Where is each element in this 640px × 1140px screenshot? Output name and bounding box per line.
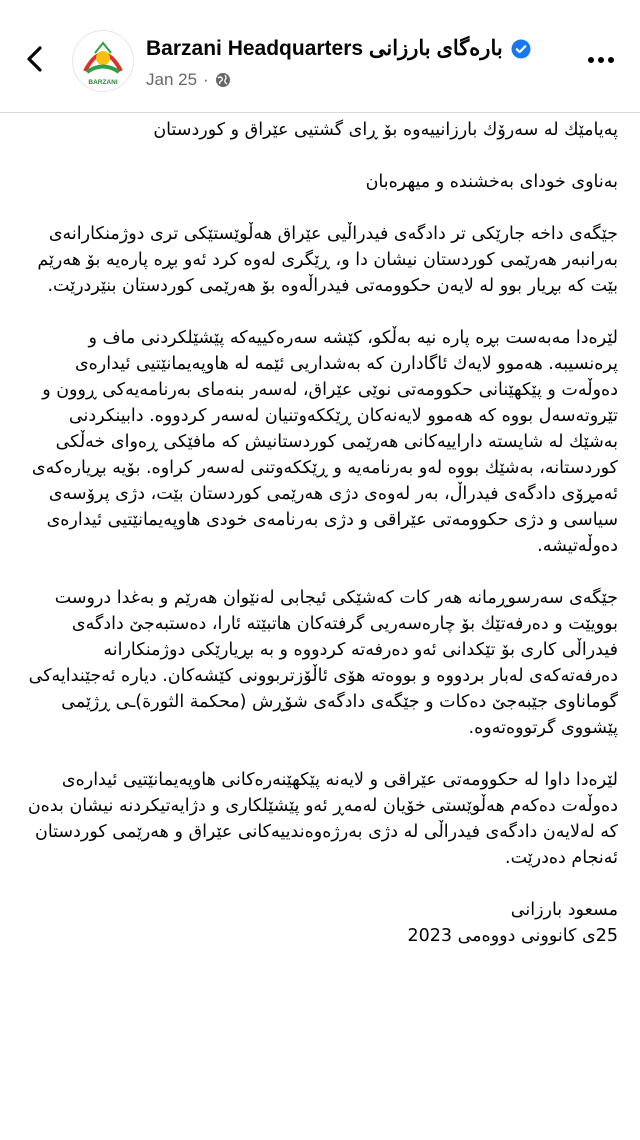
barzani-logo-icon bbox=[73, 31, 133, 91]
meta-separator: · bbox=[203, 70, 209, 89]
post-header bbox=[0, 0, 640, 113]
post-paragraph: لێرەدا داوا لە حکوومەتی عێراقی و لایەنە پێکهێنەرەکانی هاوپەیمانێتیی ئیدارەی دەوڵەت دەکەم هەڵوێستی خۆیان لەمەڕ ئەو پێشێلکاری و دژایەتیکردنە نیشان بدەن کە لەلایەن دادگەی فیدراڵی لە دژی بەرژەوەندییەکانی عێراق و هەرێمی کوردستان ئەنجام دەدرێت. bbox=[27, 770, 618, 868]
verified-badge-icon bbox=[511, 39, 531, 59]
post-paragraph: لێرەدا مەبەست بڕە پارە نیە بەڵکو، کێشە سەرەکییەکە پێشێلکردنی ماف و پرەنسیبە. هەموو لایەك ئاگادارن كە بەشداریی ئێمە لە هاوپەیمانێتیی ئیدارەی دەوڵەت و پێکهێنانی حکوومەتی نوێی عێراق، لەسەر بنەمای بەرنامەیەکی ڕوون و تێروتەسەل بووە کە هەموو لایەنەکان ڕێککەوتنیان لەسەر کردووە. دابینکردنی بەشێك لە شایستە داراییەکانی هەرێمی کوردستانیش کە مافێکی ڕەوای خەڵکی کوردستانە، بەشێك بووە لەو بەرنامەیە و ڕێككەوتنی لەسەر كراوە. بۆیە بڕیارەکەی ئەمڕۆی دادگەی فیدراڵ، بەر لەوەی دژی هەرێمی کوردستان بێت، دژی پرۆسەی سیاسی و دژی حکوومەتی عێراقی و دژی بەرنامەی خودی هاوپەیمانێتیی ئیدارەی دەوڵەتیشە. bbox=[31, 328, 618, 556]
page-name-row bbox=[146, 36, 531, 61]
globe-icon bbox=[215, 72, 231, 88]
post-paragraph: جێگەی داخە جارێکی تر دادگەی فیدراڵیی عێراق هەڵوێستێکی تری دوژمنکارانەی بەرانبەر هەرێمی کوردستان نیشان دا و، ڕێگری لەوە کرد ئەو بڕە پارەیە بۆ هەرێم بێت کە بڕیار بوو لە لایەن حکوومەتی فیدراڵەوە بۆ هەرێمی کوردستان بنێردرێت. bbox=[37, 224, 618, 296]
page-name[interactable]: Barzani Headquarters بارەگای بارزانی bbox=[146, 37, 503, 60]
signature bbox=[16, 897, 618, 949]
signature-date: 25ی کانوونی دووەمی 2023 bbox=[407, 926, 618, 946]
post-body bbox=[0, 117, 640, 949]
post-meta bbox=[146, 70, 231, 90]
post-paragraph: بەناوی خودای بەخشندە و میهرەبان bbox=[365, 172, 618, 192]
page-avatar[interactable] bbox=[72, 30, 134, 92]
more-options-button[interactable] bbox=[584, 50, 618, 70]
post-paragraph: پەیامێك لە سەرۆك بارزانییەوە بۆ ڕای گشتیی عێراق و كوردستان bbox=[153, 120, 618, 140]
post-paragraph: جێگەی سەرسوڕمانە هەر کات کەشێکی ئیجابی لەنێوان هەرێم و بەغدا دروست بوویێت و دەرفەتێك بۆ چارەسەریی گرفتەکان هاتبێتە ئارا، دەستبەجێ دادگەی فیدراڵی کاری بۆ تێکدانی ئەو دەرفەتە کردووە و بە بڕیارێکی دوژمنکارانە دەرفەتەکەی لەبار بردووە و بووەتە هۆی ئاڵۆزتربوونی کێشەکان. دیارە ئەجێندایەکی گوماناوی جێبەجێ دەکات و جێگەی دادگەی شۆڕش (محكمة الثورة)ـی ڕژێمی پێشووی گرتووەتەوە. bbox=[28, 588, 618, 738]
more-dots-icon bbox=[587, 56, 615, 64]
logo-text: BARZANI bbox=[88, 79, 118, 86]
back-button[interactable] bbox=[18, 42, 52, 76]
signature-name: مسعود بارزانی bbox=[510, 900, 618, 920]
post-date[interactable]: Jan 25 bbox=[146, 70, 198, 89]
chevron-left-icon bbox=[24, 46, 46, 72]
